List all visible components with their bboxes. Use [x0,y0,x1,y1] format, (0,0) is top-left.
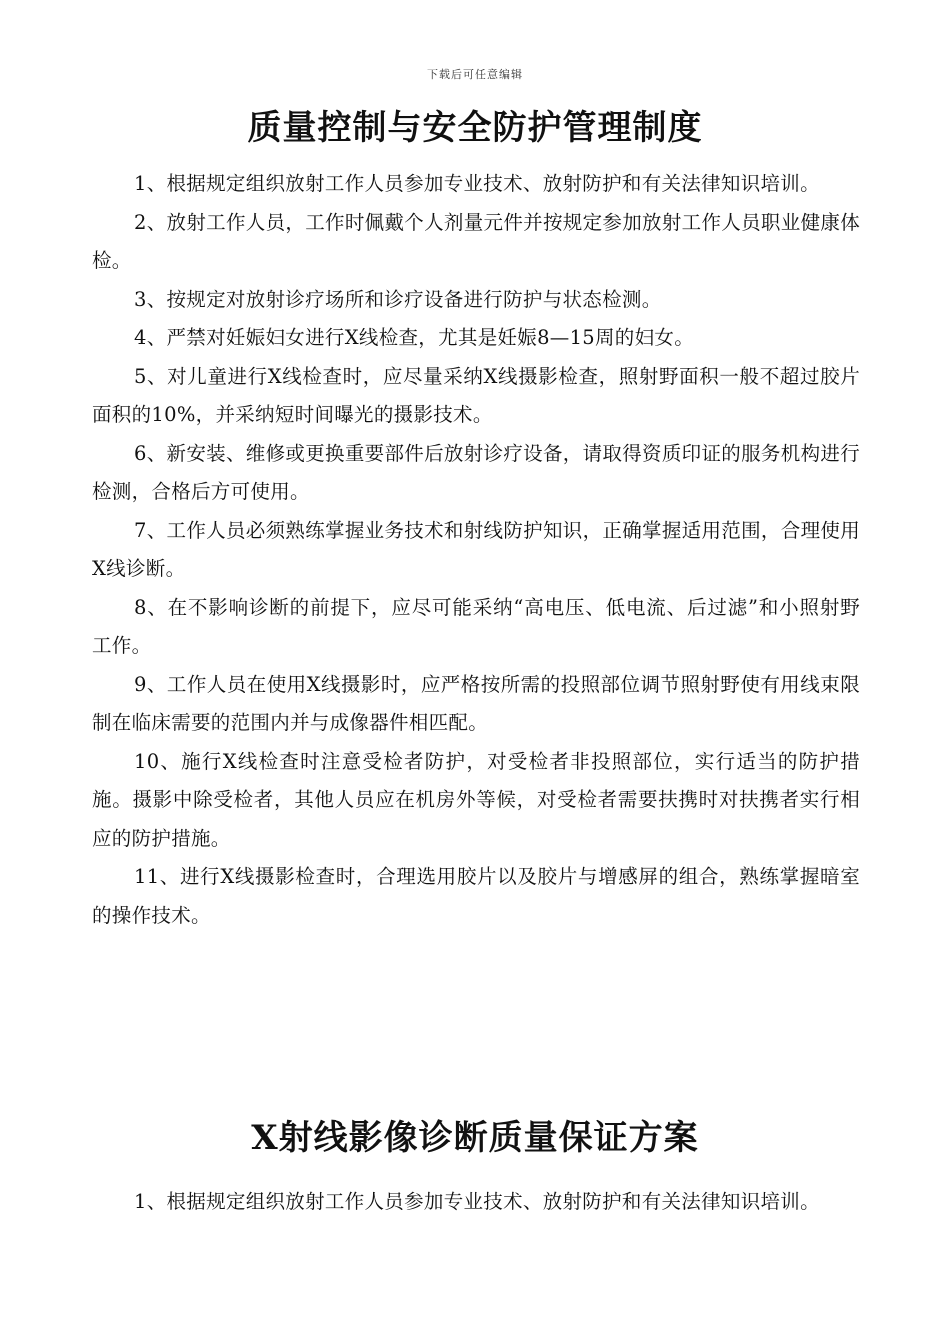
paragraph-1-3: 3、按规定对放射诊疗场所和诊疗设备进行防护与状态检测。 [134,287,662,311]
section-1-body [92,165,860,935]
section-1-title: 质量控制与安全防护管理制度 [247,108,703,148]
paragraph-1-6: 6、新安装、维修或更换重要部件后放射诊疗设备，请取得资质印证的服务机构进行检测，合格后方可使用。 [92,441,860,503]
section-2-title: X射线影像诊断质量保证方案 [251,1118,699,1158]
paragraph-1-11: 11、进行X线摄影检查时，合理选用胶片以及胶片与增感屏的组合，熟练掌握暗室的操作技术。 [92,865,860,927]
paragraph-1-4: 4、严禁对妊娠妇女进行X线检查，尤其是妊娠8—15周的妇女。 [134,326,695,349]
header-note: 下载后可任意编辑 [427,68,523,81]
paragraph-1-10: 10、施行X线检查时注意受检者防护，对受检者非投照部位，实行适当的防护措施。摄影中除受检者，其他人员应在机房外等候，对受检者需要扶携时对扶携者实行相应的防护措施。 [92,749,860,850]
paragraph-1-8: 8、在不影响诊断的前提下，应尽可能采纳“高电压、低电流、后过滤”和小照射野工作。 [92,595,860,657]
paragraph-1-5: 5、对儿童进行X线检查时，应尽量采纳X线摄影检查，照射野面积一般不超过胶片面积的10%，并采纳短时间曝光的摄影技术。 [92,364,860,426]
paragraph-1-1: 1、根据规定组织放射工作人员参加专业技术、放射防护和有关法律知识培训。 [134,172,820,195]
paragraph-2-1: 1、根据规定组织放射工作人员参加专业技术、放射防护和有关法律知识培训。 [134,1190,820,1213]
paragraph-1-7: 7、工作人员必须熟练掌握业务技术和射线防护知识，正确掌握适用范围，合理使用X线诊断。 [92,518,860,580]
paragraph-1-2: 2、放射工作人员，工作时佩戴个人剂量元件并按规定参加放射工作人员职业健康体检。 [92,210,860,272]
section-2-body [92,1183,860,1222]
paragraph-1-9: 9、工作人员在使用X线摄影时，应严格按所需的投照部位调节照射野使有用线束限制在临床需要的范围内并与成像器件相匹配。 [92,672,860,734]
